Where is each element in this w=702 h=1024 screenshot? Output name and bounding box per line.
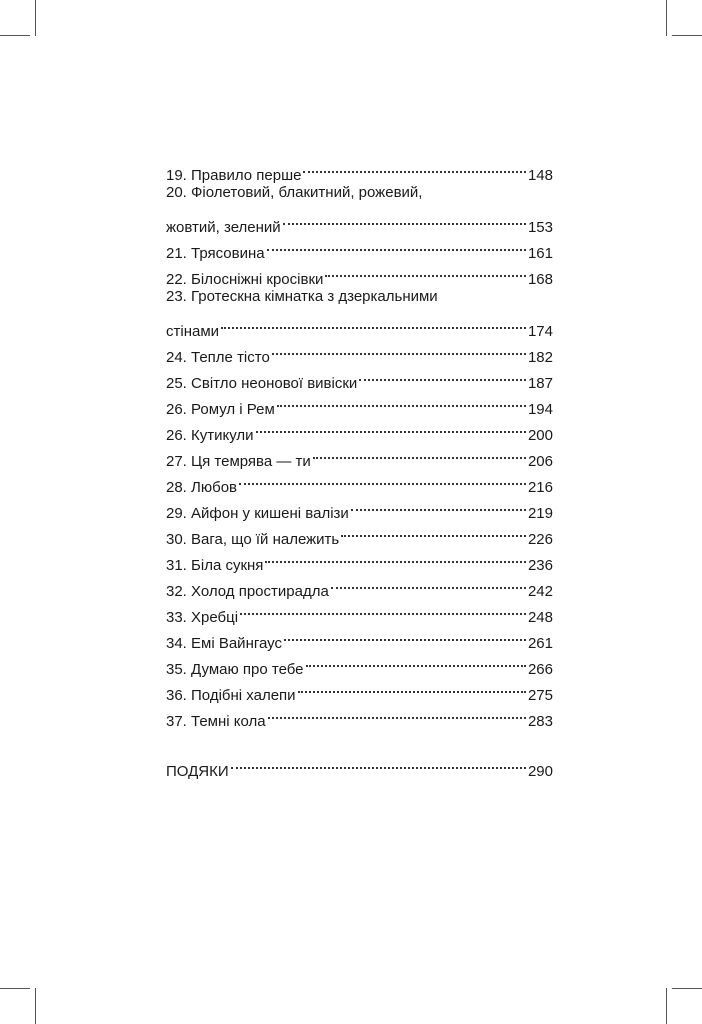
toc-entry-title: 22. Білосніжні кросівки bbox=[166, 271, 324, 288]
toc-entry-title-line1[interactable]: 20. Фіолетовий, блакитний, рожевий, bbox=[166, 184, 423, 201]
toc-entry-page: 206 bbox=[527, 453, 553, 470]
toc-entry-page: 200 bbox=[527, 427, 553, 444]
toc-entry-page: 219 bbox=[527, 505, 553, 522]
dot-leader bbox=[306, 648, 526, 674]
toc-entry[interactable] bbox=[166, 206, 553, 236]
dot-leader bbox=[283, 206, 526, 232]
toc-entry-page: 194 bbox=[527, 401, 553, 418]
toc-entry-page: 283 bbox=[527, 713, 553, 730]
toc-entry[interactable] bbox=[166, 336, 553, 366]
toc-entry-page: 182 bbox=[527, 349, 553, 366]
dot-leader bbox=[268, 700, 526, 726]
dot-leader bbox=[284, 622, 526, 648]
dot-leader bbox=[239, 466, 526, 492]
toc-entry-page: 148 bbox=[527, 167, 553, 184]
toc-entry-page: 261 bbox=[527, 635, 553, 652]
dot-leader bbox=[351, 492, 526, 518]
toc-entry-page: 226 bbox=[527, 531, 553, 548]
toc-entry-page: 153 bbox=[527, 219, 553, 236]
dot-leader bbox=[265, 544, 526, 570]
dot-leader bbox=[325, 258, 526, 284]
toc-entry-title: 37. Темні кола bbox=[166, 713, 266, 730]
toc-entry-title: 28. Любов bbox=[166, 479, 238, 496]
dot-leader bbox=[303, 154, 526, 180]
toc-entry-title: 31. Біла сукня bbox=[166, 557, 264, 574]
toc-entry-page: 248 bbox=[527, 609, 553, 626]
dot-leader bbox=[341, 518, 526, 544]
toc-entry-page: 187 bbox=[527, 375, 553, 392]
dot-leader bbox=[298, 674, 526, 700]
dot-leader bbox=[359, 362, 526, 388]
toc-entry-page: 236 bbox=[527, 557, 553, 574]
dot-leader bbox=[331, 570, 526, 596]
toc-entry-page: 290 bbox=[527, 763, 553, 780]
dot-leader bbox=[240, 596, 526, 622]
toc-entry-title: 27. Ця темрява — ти bbox=[166, 453, 311, 470]
table-of-contents bbox=[166, 154, 553, 780]
toc-entry[interactable] bbox=[166, 310, 553, 340]
toc-entry[interactable] bbox=[166, 154, 553, 184]
crop-mark-bottom-right bbox=[666, 988, 667, 1024]
toc-entry-title: жовтий, зелений bbox=[166, 219, 281, 236]
toc-entry-page: 168 bbox=[527, 271, 553, 288]
toc-entry-page: 242 bbox=[527, 583, 553, 600]
toc-entry-title: стінами bbox=[166, 323, 220, 340]
toc-entry-page: 174 bbox=[527, 323, 553, 340]
crop-mark-bottom-right-h bbox=[672, 988, 702, 989]
toc-entry-page: 216 bbox=[527, 479, 553, 496]
toc-entry-page: 161 bbox=[527, 245, 553, 262]
dot-leader bbox=[313, 440, 526, 466]
dot-leader bbox=[277, 388, 526, 414]
toc-entry-title: 32. Холод простирадла bbox=[166, 583, 329, 600]
crop-mark-bottom-left bbox=[35, 988, 36, 1024]
toc-entry-title: 35. Думаю про тебе bbox=[166, 661, 304, 678]
toc-entry-title: 33. Хребці bbox=[166, 609, 239, 626]
crop-mark-bottom-left-h bbox=[0, 988, 30, 989]
toc-entry-title: 30. Вага, що їй належить bbox=[166, 531, 340, 548]
toc-entry-title-line1[interactable]: 23. Гротескна кімнатка з дзеркальними bbox=[166, 288, 438, 305]
toc-entry-title: 19. Правило перше bbox=[166, 167, 302, 184]
toc-entry-acknowledgements[interactable] bbox=[166, 750, 553, 780]
dot-leader bbox=[231, 750, 526, 776]
crop-mark-top-right-h bbox=[672, 35, 702, 36]
toc-entry-title: 25. Світло неонової вивіски bbox=[166, 375, 358, 392]
crop-mark-top-left bbox=[35, 0, 36, 36]
toc-entry-title: 26. Ромул і Рем bbox=[166, 401, 275, 418]
crop-mark-top-right bbox=[666, 0, 667, 36]
dot-leader bbox=[256, 414, 526, 440]
toc-entry-title: 21. Трясовина bbox=[166, 245, 265, 262]
toc-entry-title: 26. Кутикули bbox=[166, 427, 254, 444]
dot-leader bbox=[221, 310, 526, 336]
toc-entry-page: 266 bbox=[527, 661, 553, 678]
toc-entry-title: 34. Емі Вайнгаус bbox=[166, 635, 282, 652]
dot-leader bbox=[267, 232, 526, 258]
toc-entry-page: 275 bbox=[527, 687, 553, 704]
toc-entry-title: 24. Тепле тісто bbox=[166, 349, 270, 366]
crop-mark-top-left-h bbox=[0, 35, 30, 36]
toc-entry-title: 29. Айфон у кишені валізи bbox=[166, 505, 349, 522]
dot-leader bbox=[272, 336, 526, 362]
toc-entry-title: 36. Подібні халепи bbox=[166, 687, 296, 704]
toc-entry-title: ПОДЯКИ bbox=[166, 763, 229, 780]
